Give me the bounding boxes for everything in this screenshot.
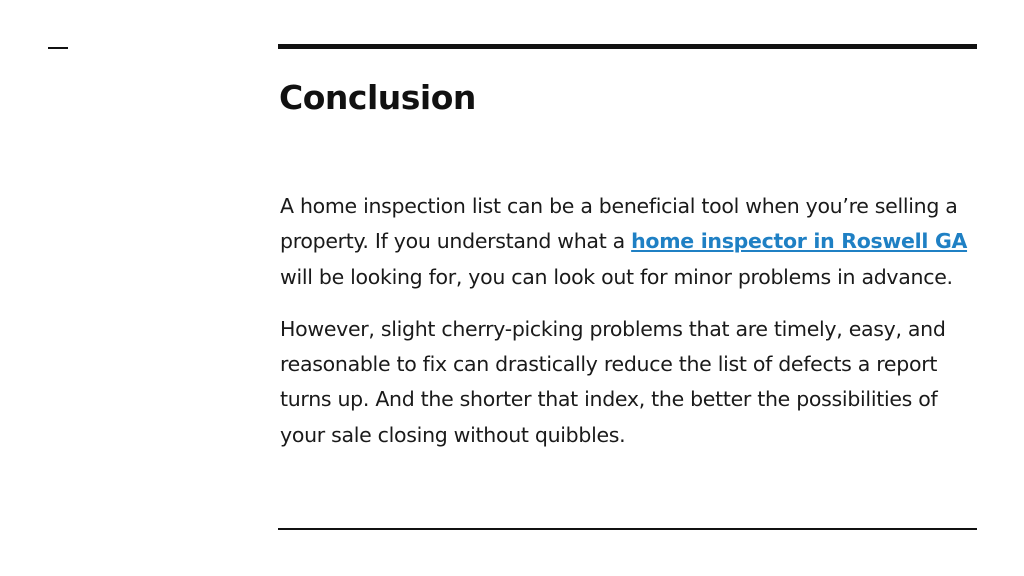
top-rule	[278, 44, 977, 49]
home-inspector-link[interactable]: home inspector in Roswell GA	[631, 229, 968, 254]
slide-title: Conclusion	[279, 78, 476, 117]
slide-body	[280, 189, 980, 470]
bottom-rule	[278, 528, 977, 530]
paragraph-1	[280, 189, 980, 295]
paragraph-1-text-after: will be looking for, you can look out for minor problems in advance.	[280, 264, 953, 289]
corner-dash	[48, 47, 68, 49]
paragraph-1-text-before: A home inspection list can be a beneficial tool when you’re selling a property. If you understand what a	[280, 194, 958, 254]
paragraph-2: However, slight cherry-picking problems that are timely, easy, and reasonable to fix can drastically reduce the list of defects a report turns up. And the shorter that index, the better the possibilities of your sale closing without quibbles.	[280, 316, 946, 447]
